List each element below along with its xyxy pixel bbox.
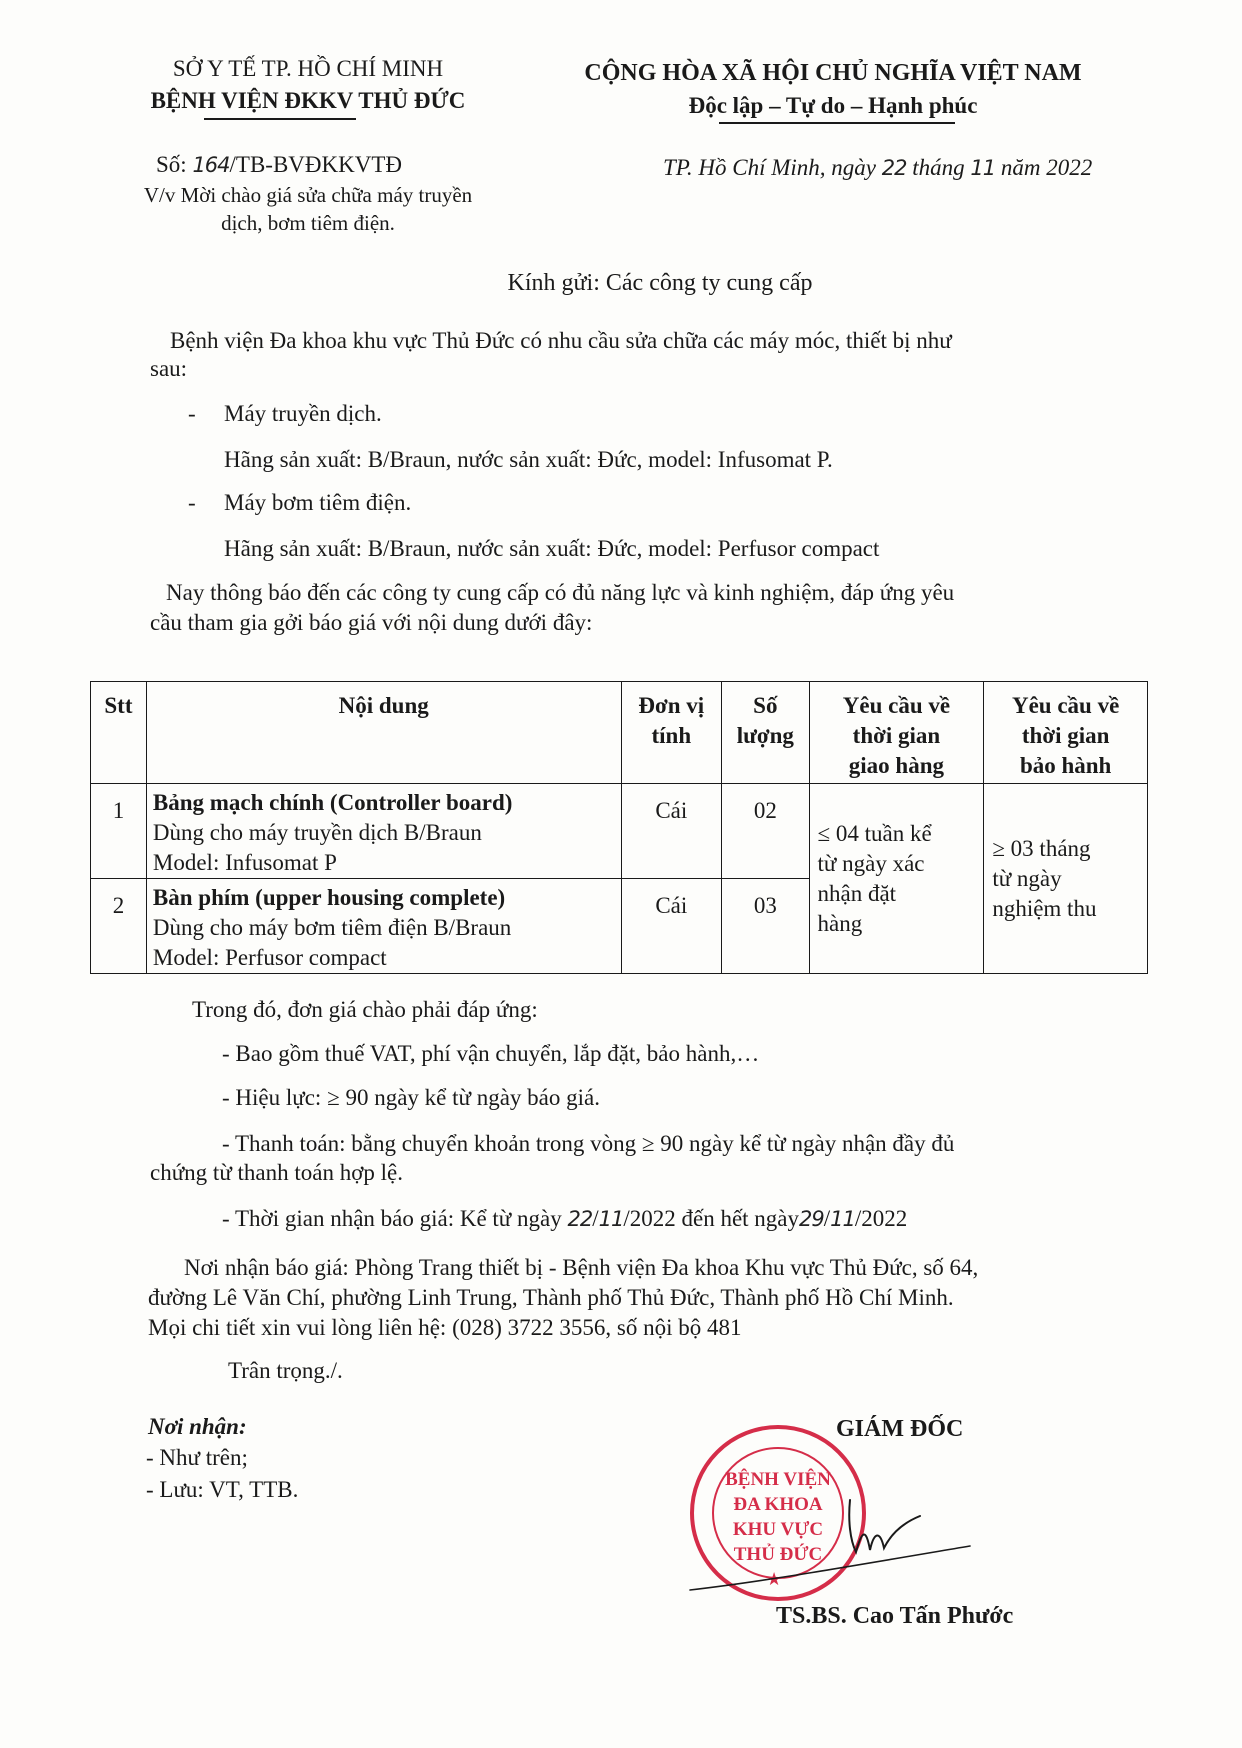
warranty-cell: ≥ 03 tháng từ ngày nghiệm thu (984, 784, 1148, 974)
closing: Trân trọng./. (228, 1358, 343, 1383)
subject-line-1: V/v Mời chào giá sửa chữa máy truyền (143, 183, 473, 207)
to-day-handwritten: 29 (799, 1207, 824, 1231)
notice-line-1: Nay thông báo đến các công ty cung cấp có đủ năng lực và kinh nghiệm, đáp ứng yêu (166, 580, 955, 605)
terms-intro: Trong đó, đơn giá chào phải đáp ứng: (192, 997, 538, 1022)
seal-star-icon: ★ (766, 1569, 783, 1589)
issue-date: TP. Hồ Chí Minh, ngày 22 tháng 11 năm 2022 (663, 155, 1093, 180)
term-payment-line-2: chứng từ thanh toán hợp lệ. (150, 1160, 403, 1185)
term-validity: - Hiệu lực: ≥ 90 ngày kể từ ngày báo giá. (222, 1085, 600, 1110)
row-2-desc-2: Model: Perfusor compact (152, 945, 387, 970)
nation-title: CỘNG HÒA XÃ HỘI CHỦ NGHĨA VIỆT NAM (584, 60, 1082, 86)
subject-line-2: dịch, bơm tiêm điện. (221, 211, 395, 235)
header-delivery: Yêu cầu về thời gian giao hàng (809, 682, 984, 784)
official-seal: BỆNH VIỆN ĐA KHOA KHU VỰC THỦ ĐỨC ★ (690, 1425, 866, 1601)
place-line-2: đường Lê Văn Chí, phường Linh Trung, Thành phố Thủ Đức, Thành phố Hồ Chí Minh. (148, 1285, 954, 1310)
row-1-stt: 1 (91, 784, 147, 879)
signature (680, 1460, 980, 1610)
item-2-detail: Hãng sản xuất: B/Braun, nước sản xuất: Đức, model: Perfusor compact (224, 536, 880, 561)
greeting: Kính gửi: Các công ty cung cấp (507, 270, 813, 296)
row-1-unit: Cái (621, 784, 722, 879)
row-2-qty: 03 (722, 879, 809, 974)
intro-line-1: Bệnh viện Đa khoa khu vực Thủ Đức có nhu cầu sửa chữa các máy móc, thiết bị như (170, 328, 952, 353)
row-1-desc-2: Model: Infusomat P (152, 850, 337, 875)
place-line-3: Mọi chi tiết xin vui lòng liên hệ: (028) 3722 3556, số nội bộ 481 (148, 1315, 742, 1340)
header-right-underline (719, 122, 955, 124)
signer-title: GIÁM ĐỐC (836, 1416, 964, 1442)
intro-line-2: sau: (150, 356, 188, 381)
row-2-stt: 2 (91, 879, 147, 974)
row-2-unit: Cái (621, 879, 722, 974)
term-vat: - Bao gồm thuế VAT, phí vận chuyển, lắp đặt, bảo hành,… (222, 1041, 760, 1066)
from-month-handwritten: 11 (598, 1207, 624, 1231)
table-row (91, 784, 1148, 879)
item-1-detail: Hãng sản xuất: B/Braun, nước sản xuất: Đức, model: Infusomat P. (224, 447, 833, 472)
term-payment-line-1: - Thanh toán: bằng chuyển khoản trong vòng ≥ 90 ngày kể từ ngày nhận đầy đủ (222, 1131, 955, 1156)
signer-name: TS.BS. Cao Tấn Phước (776, 1603, 1014, 1629)
place-line-1: Nơi nhận báo giá: Phòng Trang thiết bị - Bệnh viện Đa khoa Khu vực Thủ Đức, số 64, (184, 1255, 979, 1280)
term-receiving-period: - Thời gian nhận báo giá: Kể từ ngày 22/11/2022 đến hết ngày29/11/2022 (222, 1206, 908, 1231)
doc-number: Số: 164/TB-BVĐKKVTĐ (156, 152, 403, 177)
header-qty: Số lượng (722, 682, 809, 784)
from-day-handwritten: 22 (567, 1207, 593, 1231)
row-1-desc-1: Dùng cho máy truyền dịch B/Braun (152, 820, 482, 845)
notice-line-2: cầu tham gia gởi báo giá với nội dung dưới đây: (150, 610, 593, 635)
item-1-dash: - (188, 401, 196, 426)
row-2-title: Bàn phím (upper housing complete) (152, 885, 506, 910)
recipient-2: - Lưu: VT, TTB. (146, 1477, 299, 1502)
row-1-content (146, 784, 621, 879)
item-2-title: Máy bơm tiêm điện. (224, 490, 412, 515)
item-1-title: Máy truyền dịch. (224, 401, 382, 426)
table-header-row (91, 682, 1148, 784)
header-warranty: Yêu cầu về thời gian bảo hành (984, 682, 1148, 784)
row-2-desc-1: Dùng cho máy bơm tiêm điện B/Braun (152, 915, 512, 940)
row-1-qty: 02 (722, 784, 809, 879)
agency-name: SỞ Y TẾ TP. HỒ CHÍ MINH (172, 56, 444, 81)
doc-number-handwritten: 164 (192, 153, 230, 177)
nation-motto: Độc lập – Tự do – Hạnh phúc (688, 93, 978, 118)
hospital-name: BỆNH VIỆN ĐKKV THỦ ĐỨC (150, 88, 466, 113)
delivery-cell: ≤ 04 tuần kể từ ngày xác nhận đặt hàng (809, 784, 984, 974)
date-month-handwritten: 11 (970, 156, 996, 180)
date-day-handwritten: 22 (881, 156, 907, 180)
header-left-underline (204, 118, 356, 120)
header-content: Nội dung (146, 682, 621, 784)
item-2-dash: - (188, 490, 196, 515)
recipients-label: Nơi nhận: (148, 1414, 247, 1439)
row-2-content (146, 879, 621, 974)
recipient-1: - Như trên; (146, 1445, 248, 1470)
quotation-table (90, 681, 1148, 974)
to-month-handwritten: 11 (830, 1207, 855, 1231)
row-1-title: Bảng mạch chính (Controller board) (152, 790, 513, 815)
header-unit: Đơn vị tính (621, 682, 722, 784)
header-stt: Stt (91, 682, 147, 784)
